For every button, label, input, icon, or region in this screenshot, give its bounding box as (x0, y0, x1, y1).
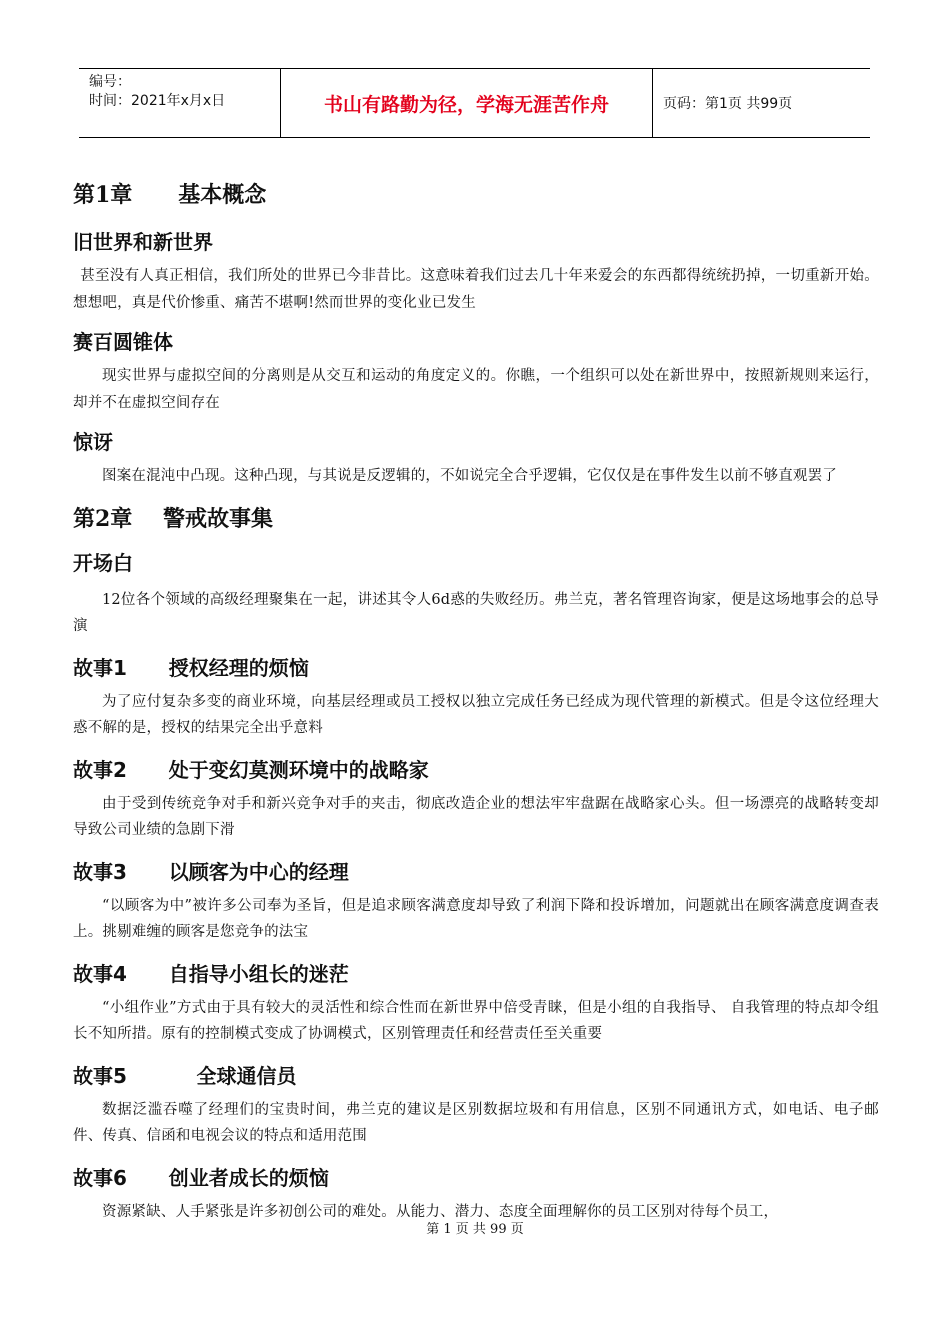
paragraph: 现实世界与虚拟空间的分离则是从交互和运动的角度定义的。你瞧，一个组织可以处在新世界中，按照新规则来运行，却并不在虚拟空间存在 (73, 368, 879, 411)
story-1-heading: 故事1 授权经理的烦恼 (73, 655, 309, 680)
number-label: 编号： (89, 74, 131, 90)
document-body (73, 178, 879, 1225)
paragraph: 图案在混沌中凸现。这种凸现，与其说是反逻辑的，不如说完全合乎逻辑，它仅仅是在事件发生以前不够直观罢了 (102, 468, 837, 484)
section-heading: 惊讶 (73, 430, 113, 454)
chapter-1-title: 第1章 基本概念 (73, 182, 267, 208)
chapter-2-title: 第2章 警戒故事集 (73, 505, 273, 532)
paragraph: 12位各个领域的高级经理聚集在一起，讲述其令人6d惑的失败经历。弗兰克，著名管理咨询家，便是这场地事会的总导演 (73, 591, 879, 634)
paragraph: “小组作业”方式由于具有较大的灵活性和综合性而在新世界中倍受青睐，但是小组的自我指导、 自我管理的特点却令组长不知所措。原有的控制模式变成了协调模式，区别管理责任和经营责任至关重要 (73, 999, 879, 1042)
story-5-heading: 故事5 全球通信员 (73, 1063, 297, 1088)
story-3-heading: 故事3 以顾客为中心的经理 (73, 859, 349, 884)
paragraph: 甚至没有人真正相信，我们所处的世界已今非昔比。这意味着我们过去几十年来爱会的东西都得统统扔掉，一切重新开始。想想吧，真是代价惨重、痛苦不堪啊!然而世界的变化业已发生 (73, 268, 879, 311)
paragraph: 资源紧缺、人手紧张是许多初创公司的难处。从能力、潜力、态度全面理解你的员工区别对待每个员工， (102, 1203, 779, 1220)
header-page-label: 页码：第1页 共99页 (663, 96, 793, 112)
section-heading: 旧世界和新世界 (73, 230, 213, 254)
page-footer: 第 1 页 共 99 页 (426, 1222, 524, 1237)
page-header (79, 68, 870, 138)
header-info (79, 69, 281, 137)
paragraph: 由于受到传统竞争对手和新兴竞争对手的夹击，彻底改造企业的想法牢牢盘踞在战略家心头。但一场漂亮的战略转变却导致公司业绩的急剧下滑 (73, 795, 879, 838)
paragraph: 数据泛滥吞噬了经理们的宝贵时间，弗兰克的建议是区别数据垃圾和有用信息，区别不同通讯方式，如电话、电子邮件、传真、信函和电视会议的特点和适用范围 (73, 1101, 879, 1144)
story-2-heading: 故事2 处于变幻莫测环境中的战略家 (73, 757, 429, 782)
header-motto: 书山有路勤为径，学海无涯苦作舟 (281, 69, 653, 137)
time-label: 时间：2021年x月x日 (89, 93, 226, 109)
paragraph: “以顾客为中”被许多公司奉为圣旨，但是追求顾客满意度却导致了利润下降和投诉增加，问题就出在顾客满意度调查表上。挑剔难缠的顾客是您竞争的法宝 (73, 897, 879, 940)
section-heading: 开场白 (73, 550, 133, 575)
paragraph: 为了应付复杂多变的商业环境，向基层经理或员工授权以独立完成任务已经成为现代管理的新模式。但是令这位经理大惑不解的是，授权的结果完全出乎意料 (73, 693, 879, 736)
story-4-heading: 故事4 自指导小组长的迷茫 (73, 961, 349, 986)
section-heading: 赛百圆锥体 (73, 330, 173, 354)
story-6-heading: 故事6 创业者成长的烦恼 (73, 1165, 329, 1190)
